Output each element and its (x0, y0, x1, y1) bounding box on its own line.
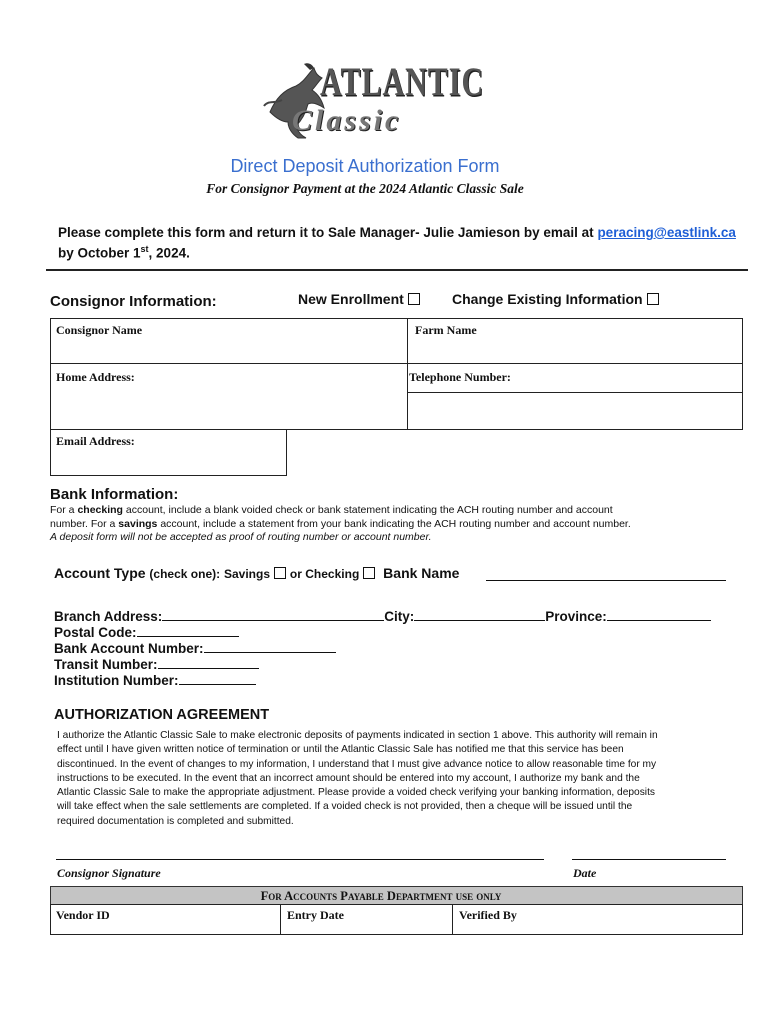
auth-line: instructions to be executed. In the event that an incorrect amount should be entered into my account, I authorize my bank and the (57, 772, 640, 784)
transit-number-line[interactable] (158, 656, 259, 669)
home-address-label: Home Address: (56, 370, 135, 384)
entry-date-cell[interactable] (280, 904, 453, 935)
email-address-cell[interactable] (50, 429, 287, 476)
postal-code-line[interactable] (137, 624, 239, 637)
new-enrollment-checkbox[interactable] (408, 293, 420, 305)
page-title: Direct Deposit Authorization Form (230, 156, 500, 176)
page-subtitle: For Consignor Payment at the 2024 Atlantic Classic Sale (206, 181, 524, 196)
office-use-bar (50, 886, 743, 905)
bank-name-line[interactable] (486, 580, 726, 581)
account-type-label: Account Type (54, 565, 146, 581)
change-existing-option[interactable] (452, 291, 659, 307)
consignor-name-cell[interactable] (50, 318, 408, 364)
postal-code-label: Postal Code: (54, 625, 137, 640)
auth-line: I authorize the Atlantic Classic Sale to make electronic deposits of payments indicated in section 1 above. This authority will remain in (57, 730, 658, 741)
branch-row (54, 608, 711, 626)
email-address-label: Email Address: (56, 434, 135, 448)
email-link[interactable]: peracing@eastlink.ca (597, 225, 736, 240)
bank-paragraph (50, 504, 750, 545)
instructions-text: Please complete this form and return it to Sale Manager- Julie Jamieson by email at (58, 225, 594, 240)
section-divider (46, 269, 748, 271)
branch-address-label: Branch Address: (54, 609, 163, 624)
bank-text-4: account, include a statement from your bank indicating the ACH routing number and account number. (160, 517, 631, 530)
branch-address-line[interactable] (162, 608, 384, 621)
bank-heading: Bank Information: (50, 486, 179, 503)
bank-text-checking: checking (77, 504, 123, 516)
auth-line: discontinued. In the event of changes to my information, I understand that I must give advance notice to allow reasonable time for my (57, 758, 657, 770)
date-line[interactable] (572, 859, 726, 860)
new-enrollment-label: New Enrollment (298, 291, 404, 307)
verified-by-cell[interactable] (452, 904, 743, 935)
province-line[interactable] (607, 608, 711, 621)
signature-line[interactable] (56, 859, 544, 860)
institution-number-label: Institution Number: (54, 673, 179, 688)
bank-account-number-label: Bank Account Number: (54, 641, 204, 656)
deadline-prefix: by October 1 (58, 245, 141, 261)
new-enrollment-option[interactable] (298, 291, 420, 307)
transit-row (54, 656, 259, 674)
account-number-row (54, 640, 336, 658)
institution-number-line[interactable] (179, 672, 256, 685)
bank-text-3: number. For a (50, 517, 116, 530)
postal-row (54, 624, 239, 642)
check-one-label: (check one): (149, 567, 221, 581)
consignor-name-label: Consignor Name (56, 323, 143, 337)
vendor-id-cell[interactable] (50, 904, 281, 935)
authorization-heading: AUTHORIZATION AGREEMENT (54, 707, 270, 723)
deadline-sup: st (140, 244, 149, 254)
savings-option-label: Savings (224, 567, 271, 581)
logo (262, 58, 485, 142)
telephone-input-cell[interactable] (407, 392, 743, 430)
bank-note: A deposit form will not be accepted as proof of routing number or account number. (50, 531, 432, 543)
transit-number-label: Transit Number: (54, 657, 158, 672)
consignor-heading: Consignor Information: (50, 293, 217, 310)
checking-checkbox[interactable] (363, 567, 375, 579)
province-label: Province: (545, 609, 607, 624)
office-use-title: For Accounts Payable Department use only (260, 889, 502, 903)
farm-name-label: Farm Name (415, 323, 477, 337)
bank-account-number-line[interactable] (204, 640, 336, 653)
institution-row (54, 672, 256, 690)
bank-text-savings: savings (118, 517, 158, 530)
auth-line: will take effect when the sale settlements are completed. If a voided check is not provided, then a cheque will be issued until the (57, 801, 633, 813)
checking-option-label: or Checking (289, 567, 360, 581)
entry-date-label: Entry Date (287, 908, 344, 922)
change-existing-label: Change Existing Information (452, 291, 643, 307)
bank-name-label: Bank Name (383, 565, 460, 581)
verified-by-label: Verified By (459, 908, 517, 922)
instructions (58, 224, 738, 262)
account-type-row (54, 565, 459, 581)
city-label: City: (384, 609, 415, 624)
auth-line: Atlantic Classic Sale to make the appropriate adjustment. Please provide a voided check verifying your banking information, deposits (57, 787, 655, 799)
logo-line2: Classic (292, 104, 402, 137)
bank-text-2: account, include a blank voided check or bank statement indicating the ACH routing number and account (125, 504, 613, 516)
authorization-text (57, 729, 747, 829)
city-line[interactable] (414, 608, 545, 621)
change-existing-checkbox[interactable] (647, 293, 659, 305)
auth-line: effect until I have given written notice of termination or until the Atlantic Classic Sale has notified me that this service has been (57, 744, 624, 756)
date-label: Date (573, 866, 597, 880)
farm-name-cell[interactable] (407, 318, 743, 364)
home-address-cell[interactable] (50, 363, 408, 430)
deadline-suffix: , 2024. (148, 245, 190, 261)
auth-line: required documentation is completed and submitted. (57, 815, 294, 827)
signature-label: Consignor Signature (57, 866, 161, 880)
savings-checkbox[interactable] (274, 567, 286, 579)
telephone-cell[interactable] (407, 363, 743, 393)
logo-line1: ATLANTIC (320, 60, 485, 105)
bank-text-1: For a (50, 504, 75, 516)
telephone-label: Telephone Number: (409, 370, 511, 384)
vendor-id-label: Vendor ID (56, 908, 110, 922)
